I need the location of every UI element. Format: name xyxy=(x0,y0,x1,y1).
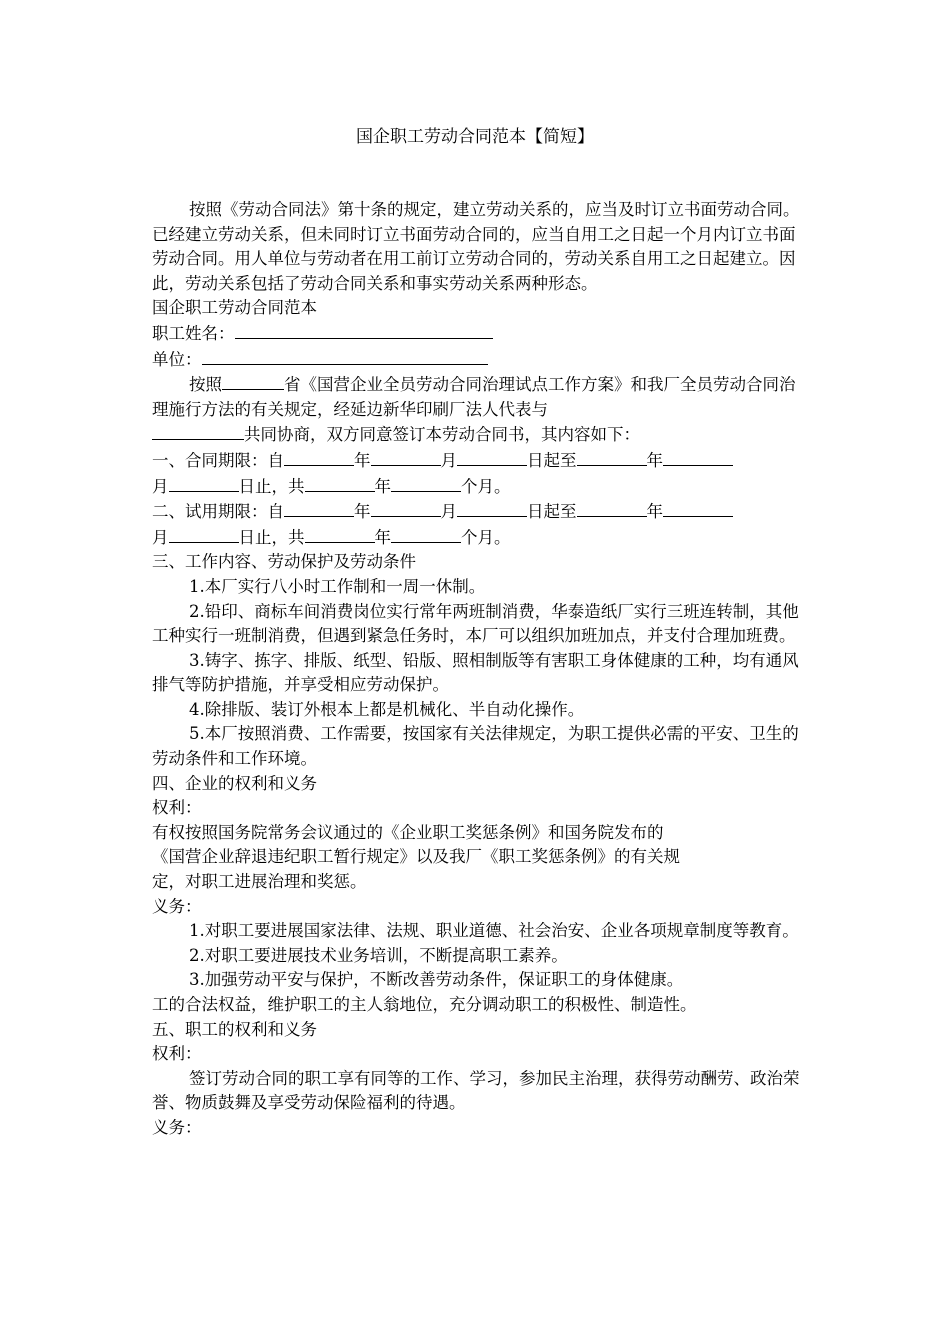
year-text: 年 xyxy=(354,450,371,470)
date-blank xyxy=(169,474,239,492)
date-blank xyxy=(391,474,461,492)
date-blank xyxy=(391,525,461,543)
date-blank xyxy=(284,499,354,517)
unit-blank xyxy=(202,347,488,365)
section4-duty-item: 2.对职工要进展技术业务培训，不断提高职工素养。 xyxy=(189,945,568,965)
employee-name-label: 职工姓名： xyxy=(152,323,235,343)
day-end-text: 日止，共 xyxy=(238,476,305,496)
contract-period-line-1 xyxy=(152,448,802,474)
preamble-text-1: 按照 xyxy=(189,375,222,395)
section3-item: 2.铅印、商标车间消费岗位实行常年两班制消费，华泰造纸厂实行三班连转制，其他工种实行一班制消费，但遇到紧急任务时，本厂可以组织加班加点，并支付合理加班费。 xyxy=(152,601,799,646)
section4-rights-text-line-1: 有权按照国务院常务会议通过的《企业职工奖惩条例》和国务院发布的 xyxy=(152,822,664,842)
year-text: 年 xyxy=(374,476,391,496)
year-text: 年 xyxy=(374,527,391,547)
date-blank xyxy=(284,448,354,466)
date-blank xyxy=(577,448,647,466)
day-from-to-text: 日起至 xyxy=(527,450,577,470)
section3-item: 3.铸字、拣字、排版、纸型、铅版、照相制版等有害职工身体健康的工种，均有通风排气等防护措施，并享受相应劳动保护。 xyxy=(152,650,799,695)
month-text: 月 xyxy=(440,450,457,470)
section4-rights-label: 权利： xyxy=(152,798,202,818)
section3-item: 5.本厂按照消费、工作需要，按国家有关法律规定，为职工提供必需的平安、卫生的劳动条件和工作环境。 xyxy=(152,724,799,769)
section4-duties-label: 义务： xyxy=(152,896,202,916)
preamble-text-3: 共同协商，双方同意签订本劳动合同书，其内容如下： xyxy=(244,425,640,445)
contract-period-line-2 xyxy=(152,474,802,500)
employee-name-blank xyxy=(235,321,493,339)
section5-rights-label: 权利： xyxy=(152,1044,202,1064)
year-text: 年 xyxy=(646,502,663,522)
document-body xyxy=(152,198,802,1141)
unit-label: 单位： xyxy=(152,349,202,369)
contract-heading: 国企职工劳动合同范本 xyxy=(152,298,317,318)
section5-duties-label: 义务： xyxy=(152,1117,202,1137)
preamble-text-2: 省《国营企业全员劳动合同治理试点工作方案》和我厂全员劳动合同治理施行方法的有关规定，经延边新华印刷厂法人代表与 xyxy=(152,375,796,419)
section5-rights-text: 签订劳动合同的职工享有同等的工作、学习，参加民主治理，获得劳动酬劳、政治荣誉、物质鼓舞及享受劳动保险福利的待遇。 xyxy=(152,1068,800,1113)
date-blank xyxy=(305,474,375,492)
date-blank xyxy=(577,499,647,517)
document-title: 国企职工劳动合同范本【简短】 xyxy=(356,127,594,147)
intro-paragraph: 按照《劳动合同法》第十条的规定，建立劳动关系的，应当及时订立书面劳动合同。已经建立劳动关系，但未同时订立书面劳动合同的，应当自用工之日起一个月内订立书面劳动合同。用人单位与劳动者在用工前订立劳动合同的，劳动关系自用工之日起建立。因此，劳动关系包括了劳动合同关系和事实劳动关系两种形态。 xyxy=(152,200,800,293)
date-blank xyxy=(457,448,527,466)
unit-line xyxy=(152,347,802,373)
month-text: 月 xyxy=(440,502,457,522)
date-blank xyxy=(305,525,375,543)
date-blank xyxy=(457,499,527,517)
date-blank xyxy=(371,499,441,517)
section4-rights-text-line-2: 《国营企业辞退违纪职工暂行规定》以及我厂《职工奖惩条例》的有关规 xyxy=(152,847,680,867)
section4-rights-text-line-3: 定，对职工进展治理和奖惩。 xyxy=(152,872,367,892)
preamble-paragraph xyxy=(152,372,802,448)
year-text: 年 xyxy=(646,450,663,470)
section4-duty-tail: 工的合法权益，维护职工的主人翁地位，充分调动职工的积极性、制造性。 xyxy=(152,995,697,1014)
probation-period-line-1 xyxy=(152,499,802,525)
months-text: 个月。 xyxy=(461,527,511,547)
section4-duty-item: 3.加强劳动平安与保护，不断改善劳动条件，保证职工的身体健康。 xyxy=(189,970,684,990)
month-text: 月 xyxy=(152,527,169,547)
section3-title: 三、工作内容、劳动保护及劳动条件 xyxy=(152,552,416,572)
month-text: 月 xyxy=(152,476,169,496)
year-text: 年 xyxy=(354,502,371,522)
contract-period-label: 一、合同期限：自 xyxy=(152,450,284,470)
day-from-to-text: 日起至 xyxy=(527,502,577,522)
probation-period-label: 二、试用期限：自 xyxy=(152,502,284,522)
province-blank xyxy=(222,372,284,390)
employee-name-line xyxy=(152,321,802,347)
party-blank xyxy=(152,422,244,440)
section3-item: 1.本厂实行八小时工作制和一周一休制。 xyxy=(189,576,486,596)
section5-title: 五、职工的权利和义务 xyxy=(152,1019,317,1039)
probation-period-line-2 xyxy=(152,525,802,551)
date-blank xyxy=(663,448,733,466)
section3-item: 4.除排版、装订外根本上都是机械化、半自动化操作。 xyxy=(189,699,585,719)
section4-title: 四、企业的权利和义务 xyxy=(152,773,317,793)
months-text: 个月。 xyxy=(461,476,511,496)
date-blank xyxy=(663,499,733,517)
date-blank xyxy=(371,448,441,466)
section4-duty-item: 1.对职工要进展国家法律、法规、职业道德、社会治安、企业各项规章制度等教育。 xyxy=(189,921,799,941)
day-end-text: 日止，共 xyxy=(238,527,305,547)
date-blank xyxy=(169,525,239,543)
